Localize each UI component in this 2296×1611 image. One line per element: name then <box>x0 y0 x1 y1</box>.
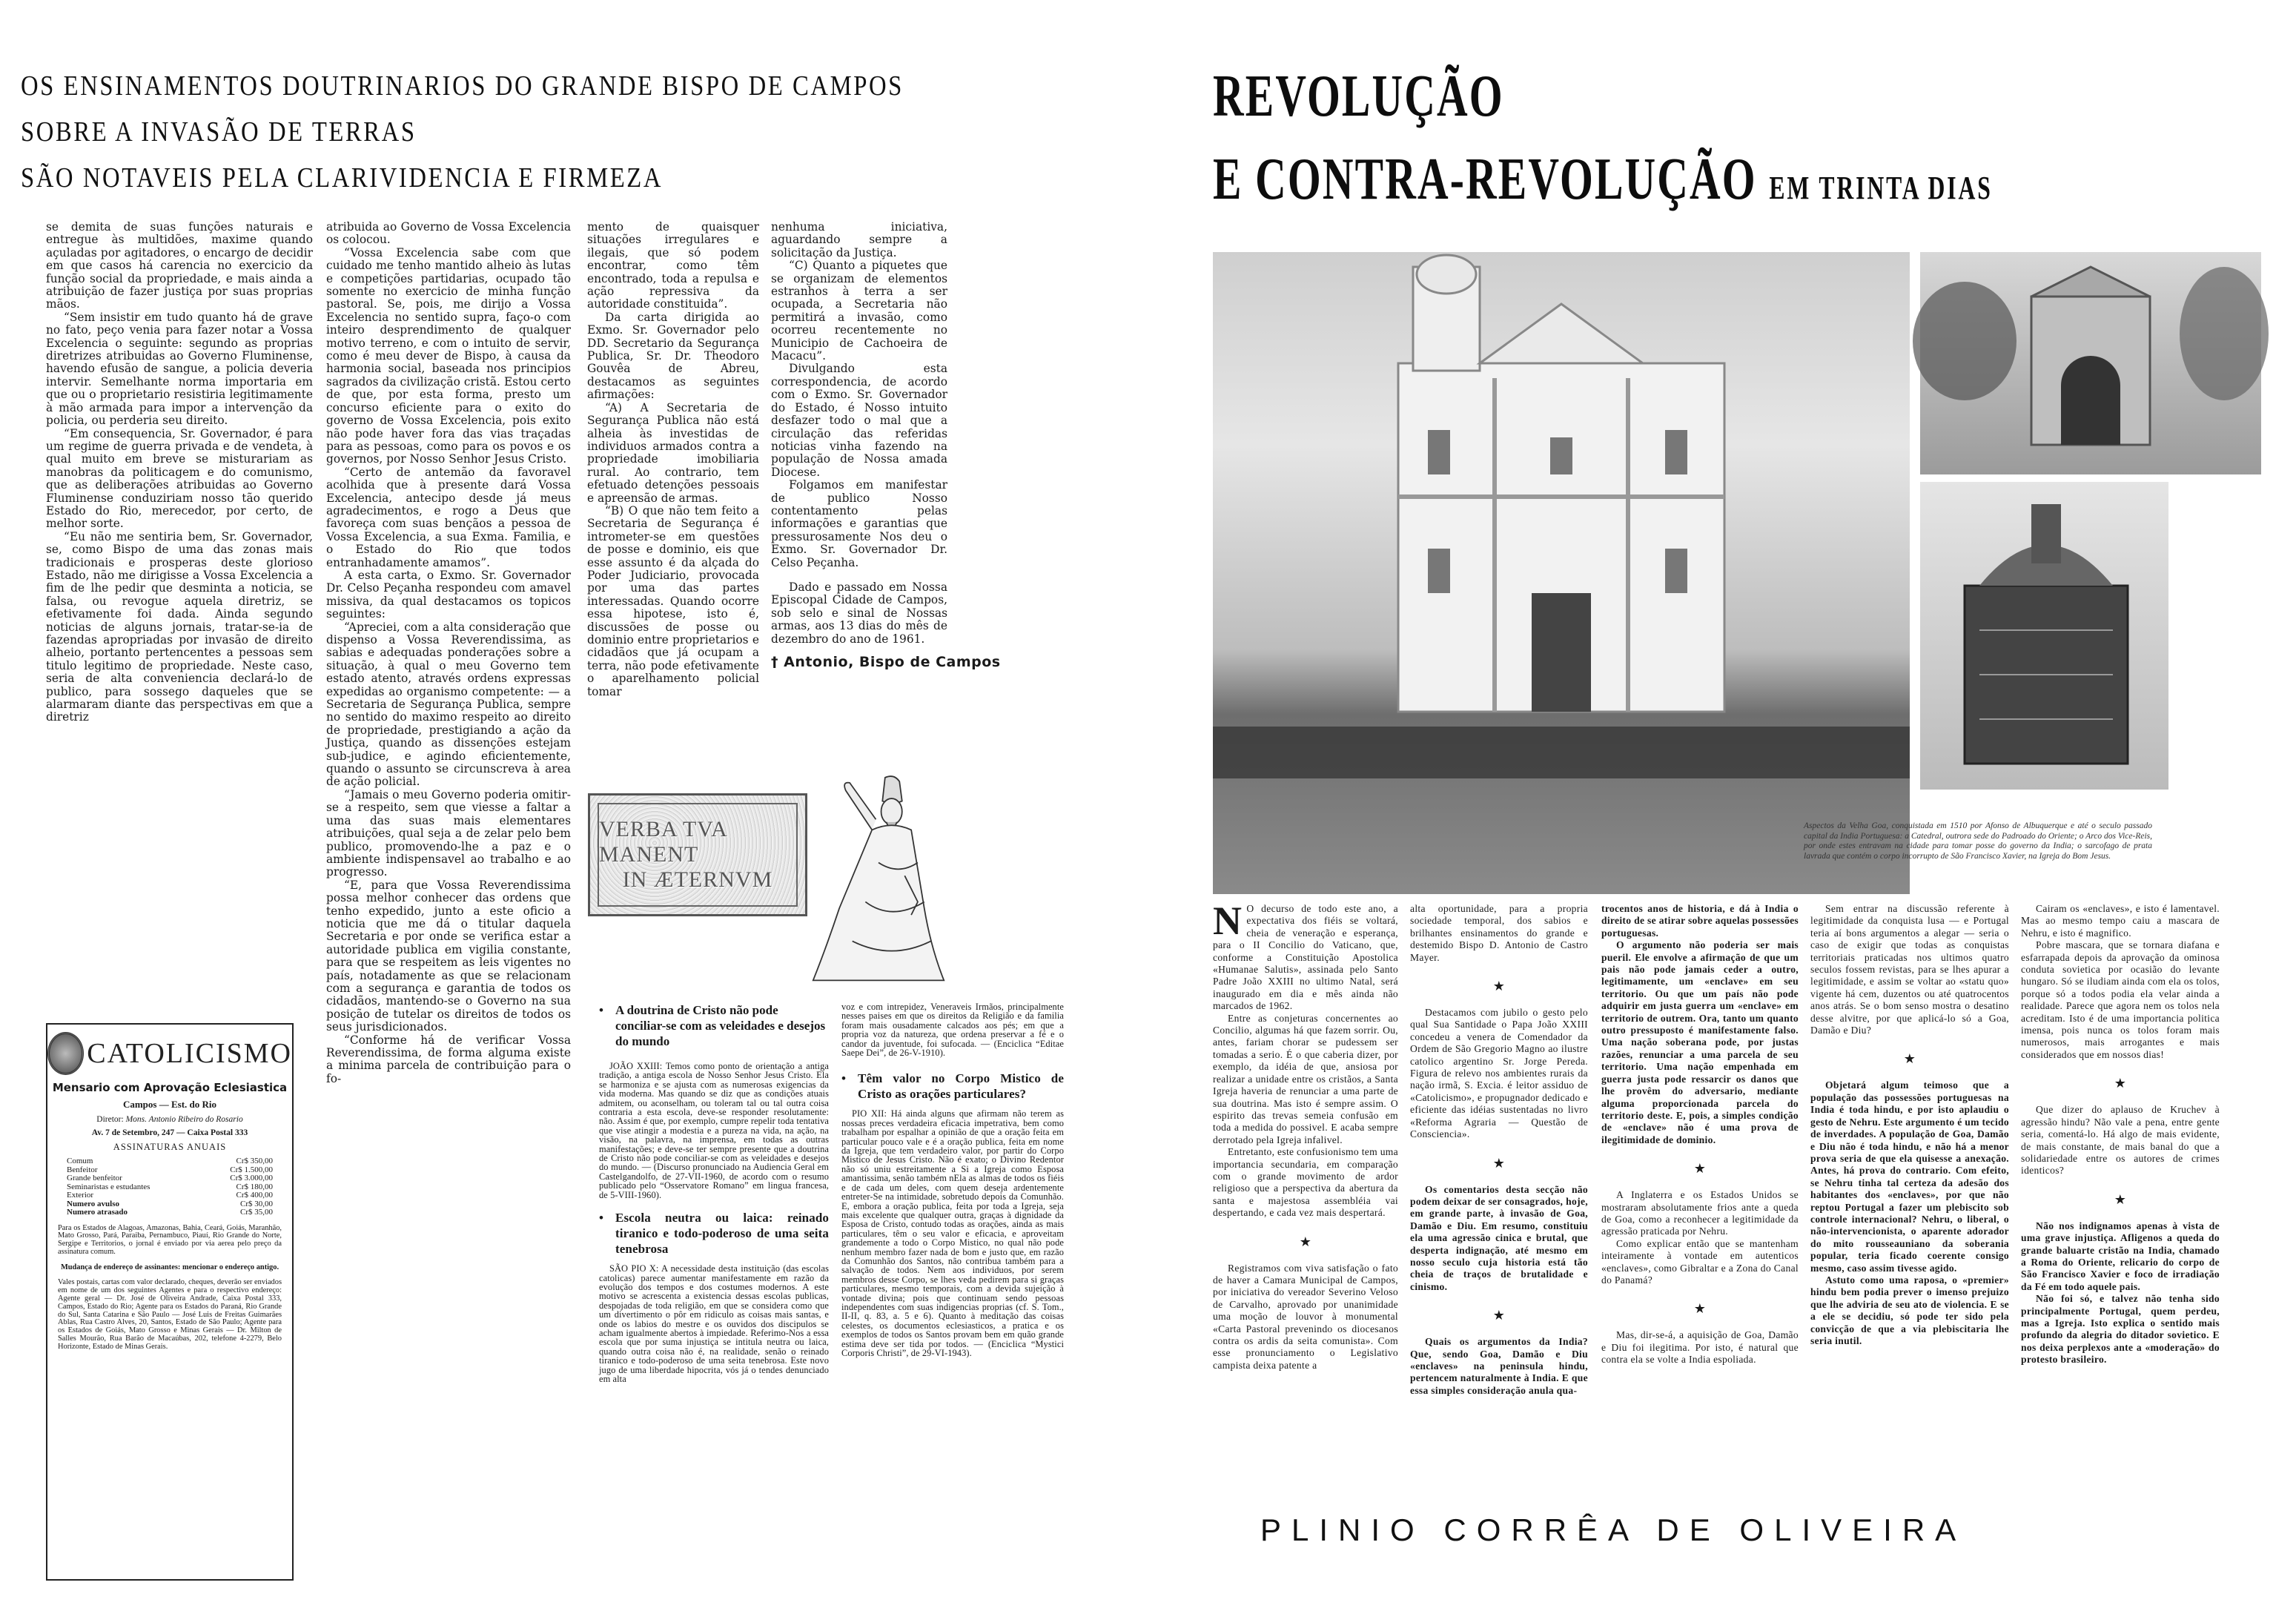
paragraph: “B) O que não tem feito a Secretaria de Segurança é intrometer-se em questões de posse e dominio, eis que esse assunto é da alçada do Poder Judiciario, provocada por uma das partes interessadas. Quando ocorre essa hipotese, isto é, discussões de posse ou dominio entre proprietarios e cidadãos que já ocupam a terra, não pode efetivamente o aparelhamento policial tomar <box>587 503 759 698</box>
paragraph: “Sem insistir em tudo quanto há de grave no fato, peço venia para fazer notar a Vossa Excelencia o seguinte: segundo as proprias diretrizes atribuidas ao Governo Fluminense, havendo efusão de sangue, a policia deveria intervir. Semelhante norma importaria em que ou o proprietario resistiria legitimamente à mão armada para impor a intervenção da policia, ou perderia seu direito. <box>46 310 313 428</box>
subscription-label: Seminaristas e estudantes <box>67 1182 150 1191</box>
paragraph: Não nos indignamos apenas à vista de uma grave injustiça. Afligenos a queda do grande baluarte cristão na India, chamado a Roma do Oriente, relicario do corpo de São Francisco Xavier e foco de irradiação da Fé em todo aquele pais. <box>2021 1220 2220 1292</box>
paragraph: Quais os argumentos da India? Que, sendo Goa, Damão e Diu «enclaves» na peninsula hindu, pertencem naturalmente à India. E que essa simples consideração anula qua- <box>1410 1336 1588 1396</box>
xavier-sarcophagus-photo <box>1920 482 2168 790</box>
subscription-label: Exterior <box>67 1191 94 1200</box>
seal-icon <box>47 1032 84 1075</box>
paragraph: O argumento não poderia ser mais pueril. Ele envolve a afirmação de que um pais não pode jamais ceder a outro, legitimamente, um «enclave» em seu territorio. Ou que um país não pode adquirir em justa guerra um «enclave» em territorio de outrem. Ora, tanto um quanto outro pressuposto é manifestamente falso. Uma nação soberana pode, por justas razões, renunciar a uma parcela de seu territorio. Uma nação empenhada em guerra justa pode ressarcir os danos que lhe provêm do adversario, mediante alguma proporcionada parcela do territorio deste. E, pois, a simples condição de «enclave» não é uma prova de ilegitimidade de dominio. <box>1601 939 1799 1145</box>
paragraph: “Em consequencia, Sr. Governador, é para um regime de guerra privada e de vendeta, à qual muito em breve se misturariam as manobras da politicagem e do comunismo, que as deliberações atribuidas ao Governo Fluminense conduziriam nosso tão querido Estado do Rio, merecedor, por certo, de melhor sorte. <box>46 426 313 531</box>
left-headline-line-1: OS ENSINAMENTOS DOUTRINARIOS DO GRANDE BISPO DE CAMPOS <box>21 70 904 102</box>
quote-text-3: PIO XII: Há ainda alguns que afirmam não terem as nossas preces verdadeira eficacia impetrativa, bem como trabalham por espalhar a opinião de que a oração feita em particular pouco vale e é a oração publica, feita em nome da Igreja, que tem verdadeiro valor, por partir do Corpo Mistico de Jesus Cristo. Não é exato; o Divino Redentor não só uniu estreitamente a Si a Igreja como Esposa amantissima, senão também nEla as almas de todos os fiéis e de cada um deles, com quem deseja ardentemente entreter-Se na intimidade, sobretudo depois da Comunhão. E, embora a oração publica, feita por toda a Igreja, seja mais excelente que qualquer outra, graças à dignidade da Esposa de Cristo, contudo todas as orações, ainda as mais particulares, têm o seu valor e eficacia, e aproveitam grandemente a todo o Corpo Mistico, no qual não pode nenhum membro fazer nada de bom e justo que, em razão da Comunhão dos Santos, não contribua também para a salvação de todos. Nem aos individuos, por serem membros desse Corpo, se lhes veda pedirem para si graças particulares, mesmo temporais, com a devida sujeição à vontade divina; pois que continuam sendo pessoas independentes com suas indigencias proprias (cf. S. Tom., II-II, q. 83, a. 5 e 6). Quanto à meditação das coisas celestes, os documentos eclesiasticos, a pratica e os exemplos de todos os Santos provam bem em quão grande estima deve ser tida por todos. — (Enciclica “Mystici Corporis Christi”, de 29-VI-1943). <box>841 1108 1064 1358</box>
star-separator-icon: ★ <box>2114 1076 2127 1091</box>
paragraph: A Inglaterra e os Estados Unidos se mostraram absolutamente frios ante a queda de Goa, como a reconhecer a legitimidade da agressão praticada por Nehru. <box>1601 1189 1799 1237</box>
paragraph: Os comentarios desta secção não podem deixar de ser consagrados, hoje, em grande parte, à invasão de Goa, Damão e Diu. Em resumo, constituiu ela uma agressão cinica e brutal, que desperta indignação, até mesmo em nosso seculo cuja historia está tão cheia de traços de brutalidade e cinismo. <box>1410 1183 1588 1292</box>
quote-text-2-continued: voz e com intrepidez, Veneraveis Irmãos, principalmente nesses paises em que os direitos da Religião e da familia foram mais ousadamente calcados aos pés; em que a propria voz da natureza, que ordena preservar a fé e o candor da juventude, foi sufocada. — (Enciclica “Editae Saepe Dei”, de 26-V-1910). <box>841 1002 1064 1059</box>
director-name: Mons. Antonio Ribeiro do Rosario <box>125 1115 243 1124</box>
drop-cap: N <box>1213 899 1243 943</box>
paragraph: “C) Quanto a piquetes que se organizam de elementos estranhos à terra a ser ocupada, a Secretaria não permitirá a invasão, como ocorreu recentemente no Municipio de Cachoeira de Macacu”. <box>771 259 947 363</box>
paragraph: Mas, dir-se-á, a aquisição de Goa, Damão e Diu foi ilegitima. Por isto, é natural que contra ela se volte a India espoliada. <box>1601 1329 1799 1366</box>
quote-heading-text: A doutrina de Cristo não pode conciliar-se com as veleidades e desejos do mundo <box>615 1003 826 1048</box>
sarcophagus-illustration <box>1920 482 2168 790</box>
pope-statue-illustration <box>804 771 953 993</box>
paragraph: Astuto como uma raposa, o «premier» hindu bem podia prever o imenso prejuizo que lhe adviria de seu ato de violencia. E se a ele se decidiu, só pode ter sido pela convicção de que a via plebiscitaria lhe seria inutil. <box>1810 1274 2009 1346</box>
subscription-label: Grande benfeitor <box>67 1174 122 1182</box>
paragraph: Sem entrar na discussão referente à legitimidade da conquista lusa — e Portugal teria aí bons argumentos a alegar — seria o caso de exigir que todas as conquistas territoriais praticadas nos ultimos quatro seculos fossem revistas, para se lhes apurar a legitimidade, e assim se voltar ao «statu quo» vigente há cem, duzentos ou até quatrocentos anos atrás. Se o bom senso mostra o desatino desse alvitre, por que aplicá-lo só a Goa, Damão e Diu? <box>1810 903 2009 1036</box>
quote-text-2: SÃO PIO X: A necessidade desta instituição (das escolas catolicas) parece aumentar manifestamente em razão da evolução dos tempos e dos costumes modernos. A este motivo se acrescenta a existencia dessas escolas publicas, despojadas de toda religião, em que se considera como que um divertimento o pôr em ridiculo as coisas mais santas, e onde os labios do mestre e os ouvidos dos discipulos se acham igualmente abertos à impiedade. Referimo-Nos a essa escola que por suma injustiça se intitula neutra ou laica, quando outra coisa não é, na realidade, senão o reinado tiranico e todo-poderoso de uma seita tenebrosa. Este novo jugo de uma liberdade hipocrita, vós já o tendes denunciado em alta <box>599 1263 829 1384</box>
left-headline <box>21 68 1048 196</box>
paragraph: Entretanto, este confusionismo tem uma importancia secundaria, em comparação com o grande movimento de ardor religioso que a perspectiva da abertura da santa e majestosa assembléia vai despertando, e cada vez mais despertará. <box>1213 1146 1398 1219</box>
paragraph: “Apreciei, com a alta consideração que dispenso a Vossa Reverendissima, as sabias e adequadas ponderações sobre a situação, à qual o meu Governo tem estado atento, através ordens expressas expedidas ao organismo competente: — a Secretaria de Segurança Publica, sempre no sentido do maximo respeito ao direito de propriedade, prestigiando a ação da Justiça, quando as dissenções estejam sub-judice, e agindo eficientemente, quando o assunto se circunscreva à area de ação policial. <box>326 620 571 789</box>
paragraph: “E, para que Vossa Reverendissima possa melhor conhecer das ordens que tenho expedido, junto a este oficio a noticia que me dá o titular daquela Secretaria e por onde se verifica estar a autoridade publica em vigilia constante, para que se respeitem as leis vigentes no país, notadamente as que se relacionam com a segurança e garantia de todos os cidadãos, mantendo-se o Governo na sua posição de tutelar os direitos de todos os seus jurisdicionados. <box>326 878 571 1034</box>
paragraph: Destacamos com jubilo o gesto pelo qual Sua Santidade o Papa João XXIII concedeu a venera de Comendador da Ordem de São Gregorio Magno ao ilustre catolico argentino Sr. Jorge Pereda. Figura de relevo nos ambientes rurais da nação irmã, S. Excia. é leitor assiduo de «Catolicismo», e propugnador dedicado e eficiente das idéias sustentadas no livro «Reforma Agraria — Questão de Consciencia». <box>1410 1007 1588 1140</box>
right-article-column-3 <box>1601 903 1799 1366</box>
paragraph: trocentos anos de historia, e dá à India o direito de se atirar sobre aquelas possessões portuguesas. <box>1601 903 1799 939</box>
subscription-price: Cr$ 30,00 <box>240 1199 273 1208</box>
subscription-price: Cr$ 3.000,00 <box>230 1174 273 1182</box>
star-separator-icon: ★ <box>1492 1308 1506 1323</box>
paragraph: Que dizer do aplauso de Kruchev à agressão hindu? Não vale a pena, entre gente seria, comentá-lo. Há algo de mais evidente, de mais constante, de mais banal do que a solidariedade entre os autores de crimes identicos? <box>2021 1104 2220 1177</box>
subscription-label: Numero atrasado <box>67 1208 128 1217</box>
left-article-column-1 <box>46 221 313 1011</box>
right-article-column-5 <box>2021 903 2220 1366</box>
paragraph: “Eu não me sentiria bem, Sr. Governador, se, como Bispo de uma das zonas mais tradicionais e prosperas deste glorioso Estado, não me dirigisse a Vossa Excelencia a fim de lhe pedir que desminta a noticia, se falsa, ou revogue aquela diretriz, se efetivamente foi dada. Ainda segundo noticias de alguns jornais, tratar-se-ia de fazendas apropriadas por invasão de direito alheio, portanto pertencentes a pessoas sem titulo legitimo de propriedade. Neste caso, seria de alta conveniencia declará-lo de publico, para sossego daqueles que se alarmaram diante das perspectivas em que a diretriz <box>46 529 313 724</box>
author-byline: PLINIO CORRÊA DE OLIVEIRA <box>1260 1512 1967 1547</box>
lead-text: O decurso de todo este ano, a expectativa dos fiéis se voltará, cheia de veneração e esperança, para o II Concilio do Vaticano, que, conforme a Constituição Apostolica «Humanae Salutis», assinada pelo Santo Padre João XXIII no ultimo Natal, será inaugurado em dia e mês ainda não marcados de 1962. <box>1213 903 1398 1012</box>
subscription-row <box>67 1208 273 1217</box>
star-separator-icon: ★ <box>1299 1234 1312 1249</box>
subscription-row <box>67 1191 273 1200</box>
quote-heading-text: Têm valor no Corpo Mistico de Cristo as orações particulares? <box>858 1071 1064 1102</box>
subscription-price: Cr$ 400,00 <box>236 1191 273 1200</box>
inscription-line-1: VERBA TVA MANENT <box>599 817 727 867</box>
paragraph: Dado e passado em Nossa Episcopal Cidade de Campos, sob selo e sinal de Nossas armas, aos 13 dias do mês de dezembro do ano de 1961. <box>771 580 947 646</box>
paragraph: Folgamos em manifestar de publico Nosso contentamento pelas informações e garantias que pressurosamente Nos deu o Exmo. Sr. Governador Dr. Celso Peçanha. <box>771 478 947 569</box>
star-separator-icon: ★ <box>1492 1155 1506 1171</box>
paragraph: “Jamais o meu Governo poderia omitir-se a respeito, sem que viesse a faltar a uma das suas mais elementares atribuições, qual seja a de zelar pelo bem publico, promovendo-lhe a paz e o ambiente indispensavel ao trabalho e ao progresso. <box>326 787 571 879</box>
masthead-director <box>47 1115 292 1124</box>
subscription-price: Cr$ 180,00 <box>236 1182 273 1191</box>
subscription-price: Cr$ 35,00 <box>240 1208 273 1217</box>
subscription-row <box>67 1174 273 1183</box>
paragraph: “Certo de antemão da favoravel acolhida que à presente dará Vossa Excelencia, antecipo desde já meus agradecimentos, e rogo a Deus que favoreça com suas bençãos a pessoa de Vossa Excelencia, a sua Exma. Familia, e o Estado do Rio que todos entranhadamente amamos”. <box>326 465 571 569</box>
left-headline-line-2: SOBRE A INVASÃO DE TERRAS <box>21 116 417 148</box>
right-headline <box>1213 65 2296 219</box>
subscriptions-table <box>67 1157 273 1217</box>
paragraph: Registramos com viva satisfação o fato de haver a Camara Municipal de Campos, por iniciativa do vereador Severino Veloso de Carvalho, aprovado por unanimidade uma moção de louvor à monumental «Carta Pastoral prevenindo os diocesanos contra os ardis da seita comunista». Com esse pronunciamento o Legislativo campista deixa patente a <box>1213 1262 1398 1371</box>
masthead-logo-text: CATOLICISMO <box>87 1038 292 1069</box>
quote-heading-2 <box>599 1210 829 1257</box>
bishop-signature: † Antonio, Bispo de Campos <box>771 654 1001 670</box>
quote-heading-3 <box>841 1071 1064 1102</box>
payments-note: Vales postais, cartas com valor declarado, cheques, deverão ser enviados em nome de um dos seguintes Agentes e para o respectivo endereço: Agente geral — Dr. José de Oliveira Andrade, Caixa Postal 333, Campos, Estado do Rio; Agente para os Estados do Paraná, Rio Grande do Sul, Santa Catarina e São Paulo — José Luis de Freitas Guimarães Ablas, Rua Castro Alves, 20, Santos, Estado de São Paulo; Agente para os Estados de Goiás, Mato Grosso e Minas Gerais — Dr. Milton de Salles Mourão, Rua Barão de Macaúbas, 202, telefone 4-2279, Belo Horizonte, Estado de Minas Gerais. <box>58 1278 282 1351</box>
quote-text-1: JOÃO XXIII: Temos como ponto de orientação a antiga tradição, a antiga escola de Nosso Senhor Jesus Cristo. Ela se harmoniza e se ajusta com as numerosas exigencias da vida moderna. Mas quando se diz que as condições atuais admitem, ou aconselham, ou toleram tal ou tal outra coisa contraria a esta escola, deve-se responder resolutamente: não. Assim é que, por exemplo, cumpre repelir toda tentativa que vise atingir a modestia e a pureza na vida, na ação, na visão, na palavra, na imprensa, em todas as outras manifestações; e deve-se ter sempre presente que a doutrina de Cristo não pode conciliar-se com as veleidades e desejos do mundo. — (Discurso pronunciado na Audiencia Geral em Castelgandolfo, de 27-VII-1960, de acordo com o resumo publicado pelo “Osservatore Romano” em lingua francesa, de 5-VIII-1960). <box>599 1061 829 1200</box>
paragraph: “Conforme há de verificar Vossa Reverendissima, de forma alguma existe a minima parcela de contribuição para o fo- <box>326 1033 571 1085</box>
paragraph: A esta carta, o Exmo. Sr. Governador Dr. Celso Peçanha respondeu com amavel missiva, da qual destacamos os topicos seguintes: <box>326 568 571 621</box>
masthead-city: Campos — Est. do Rio <box>122 1099 217 1110</box>
paragraph: “A) A Secretaria de Segurança Publica não está alheia às investidas de individuos armados contra a propriedade imobiliaria rural. Ao contrario, tem efetuado detenções pessoais e apreensão de armas. <box>587 400 759 505</box>
quote-column-1 <box>599 1062 829 1383</box>
star-separator-icon: ★ <box>2114 1191 2127 1207</box>
right-article-column-2 <box>1410 903 1588 1397</box>
catolicismo-masthead-box <box>46 1023 294 1581</box>
subscription-label: Numero avulso <box>67 1199 119 1208</box>
arch-of-viceroys-photo <box>1920 252 2261 474</box>
photo-caption: Aspectos da Velha Goa, conquistada em 1510 por Afonso de Albuquerque e até o seculo passado capital da India Portuguesa: a Catedral, outrora sede do Padroado do Oriente; o Arco dos Vice-Reis, por onde estes entravam na cidade para tomar posse do governo da India; o sarcofago de prata lavrada que contém o corpo incorrupto de São Francisco Xavier, na Igreja do Bom Jesus. <box>1804 821 2152 861</box>
masthead-subtitle: Mensario com Aprovação Eclesiastica <box>52 1081 288 1094</box>
paragraph: Não foi só, e talvez não tenha sido principalmente Portugal, quem perdeu, mas a Igreja. Isto explica o sentido mais profundo da alegria do ditador sovietico. E nos deixa perplexos ante a «moderação» do protesto brasileiro. <box>2021 1293 2220 1366</box>
masthead-logo <box>47 1032 292 1075</box>
address-change-note: Mudança de endereço de assinantes: mencionar o endereço antigo. <box>60 1263 279 1271</box>
masthead-address: Av. 7 de Setembro, 247 — Caixa Postal 333 <box>91 1128 248 1137</box>
paragraph: Divulgando esta correspondencia, de acordo com o Exmo. Sr. Governador do Estado, é Nosso intuito desfazer todo o mal que a circulação das referidas noticias vinha fazendo na população de Nossa amada Diocese. <box>771 362 947 479</box>
left-headline-line-3: SÃO NOTAVEIS PELA CLARIVIDENCIA E FIRMEZA <box>21 162 664 193</box>
right-headline-line-1: REVOLUÇÃO <box>1213 64 1504 129</box>
paragraph <box>1213 899 1398 1013</box>
cathedral-illustration <box>1213 252 1910 894</box>
subscription-price: Cr$ 1.500,00 <box>230 1165 273 1174</box>
inscription-line-2: IN ÆTERNVM <box>622 867 773 892</box>
subscription-row <box>67 1157 273 1166</box>
bullet-icon: • <box>599 1003 603 1017</box>
quote-heading-text: Escola neutra ou laica: reinado tiranico e todo-poderoso de uma seita tenebrosa <box>615 1211 829 1257</box>
left-article-column-2 <box>326 221 571 1085</box>
subscription-label: Comum <box>67 1157 93 1165</box>
paragraph: alta oportunidade, para a propria sociedade temporal, dos sabios e brilhantes ensinamentos do grande e destemido Bispo D. Antonio de Castro Mayer. <box>1410 903 1588 963</box>
subscription-label: Benfeitor <box>67 1165 98 1174</box>
paragraph: mento de quaisquer situações irregulares e ilegais, que só podem encontrar, como têm encontrado, toda a repulsa e ação repressiva da autoridade constituida”. <box>587 220 759 311</box>
paragraph: “Vossa Excelencia sabe com que cuidado me tenho mantido alheio às lutas e competições partidarias, ocupado tão somente no exercicio de minha função pastoral. Se, pois, me dirijo a Vossa Excelencia no sentido supra, faço-o com inteiro desprendimento de qualquer motivo terreno, e com o intuito de servir, como é meu dever de Bispo, à causa da harmonia social, baseada nos principios sagrados da civilização cristã. Estou certo de que, por esta forma, presto um concurso eficiente para o exito do governo de Vossa Excelencia, pois exito não pode haver fora das vias traçadas para as pessoas, como para os povos e os governos, por Nosso Senhor Jesus Cristo. <box>326 245 571 466</box>
verba-tua-stone-plaque <box>588 793 807 916</box>
airmail-note: Para os Estados de Alagoas, Amazonas, Bahia, Ceará, Goiás, Maranhão, Mato Grosso, Pará, Paraiba, Pernambuco, Piauí, Rio Grande do Norte, Sergipe e Territorios, o jornal é enviado por via aerea pelo preço da assinatura comum. <box>58 1223 282 1256</box>
goa-cathedral-photo <box>1213 252 1910 894</box>
right-headline-main: E CONTRA-REVOLUÇÃO <box>1213 147 1757 212</box>
paragraph: atribuida ao Governo de Vossa Excelencia os colocou. <box>326 220 571 247</box>
bullet-icon: • <box>599 1211 604 1225</box>
star-separator-icon: ★ <box>1693 1161 1707 1177</box>
subscription-price: Cr$ 350,00 <box>236 1157 273 1165</box>
paragraph: Da carta dirigida ao Exmo. Sr. Governador pelo DD. Secretario da Segurança Publica, Sr. Dr. Theodoro Gouvêa de Abreu, destacamos as seguintes afirmações: <box>587 310 759 402</box>
star-separator-icon: ★ <box>1903 1051 1916 1067</box>
paragraph: nenhuma iniciativa, aguardando sempre a solicitação da Justiça. <box>771 220 947 259</box>
paragraph: Cairam os «enclaves», e isto é lamentavel. Mas ao mesmo tempo caiu a mascara de Nehru, e isto é magnifico. <box>2021 903 2220 939</box>
right-headline-line-2 <box>1213 148 1993 219</box>
star-separator-icon: ★ <box>1492 979 1506 994</box>
paragraph: se demita de suas funções naturais e entregue às multidões, maxime quando açuladas por agitadores, o encargo de decidir em que casos há carencia no exercicio da função social da propriedade, e mais ainda a atribuição de fazer justiça por suas proprias mãos. <box>46 220 313 311</box>
quote-column-2 <box>841 1002 1064 1357</box>
quote-block-1 <box>599 1002 829 1049</box>
paragraph: Pobre mascara, que se tornara diafana e esfarrapada depois da aprovação da ominosa conduta sovietica por ocasião do levante hungaro. Só se iludiam ainda com ela os tolos, porque só a todos podia ela velar ainda a realidade. Parece que agora nem os tolos nela acreditam. Isto é de uma importancia politica imensa, pois nunca os tolos foram mais numerosos, mais arrogantes e mais considerados que em nossos dias! <box>2021 939 2220 1060</box>
paragraph: Entre as conjeturas concernentes ao Concilio, algumas há que fazem sorrir. Ou, antes, fariam chorar se pudessem ser tomadas a serio. É o que caberia dizer, por exemplo, da idéia de que, ansiosa por realizar a unidade entre os cristãos, a Santa Igreja haveria de renunciar a uma parte de sua doutrina. Mas isto é sempre assim. O espirito das trevas semeia confusão em toda a medida do possivel. E acaba sempre derrotado pela Igreja infalivel. <box>1213 1012 1398 1145</box>
arch-illustration <box>1920 252 2261 474</box>
right-article-column-4 <box>1810 903 2009 1347</box>
left-article-column-4 <box>771 220 1001 670</box>
bullet-icon: • <box>841 1071 847 1086</box>
star-separator-icon: ★ <box>1693 1301 1707 1317</box>
paragraph: Como explicar então que se mantenham inteiramente à vontade em autenticos «enclaves», como Gibraltar e a Zona do Canal do Panamá? <box>1601 1237 1799 1286</box>
left-article-column-3 <box>587 221 759 698</box>
right-headline-suffix: EM TRINTA DIAS <box>1769 170 1993 206</box>
right-article-column-1 <box>1213 899 1398 1372</box>
subscriptions-heading: ASSINATURAS ANUAIS <box>113 1142 227 1152</box>
paragraph: Objetará algum teimoso que a população das possessões portuguesas na India é toda hindu, e por isto aplaudiu o gesto de Nehru. Este argumento é um tecido de inverdades. A população de Goa, Damão e Diu não é toda hindu, e não há a menor prova seria de que ela quisesse a anexação. Antes, há prova do contrario. Com efeito, se Nehru tinha tal certeza da adesão dos habitantes dos «enclaves», por que não reptou Portugal a fazer um plebiscito sob controle internacional? Nehru, o liberal, o não-intervencionista, o aparente adorador do mito rousseauniano da soberania popular, teria ficado coerente consigo mesmo, caso assim tivesse agido. <box>1810 1079 2009 1274</box>
director-label: Diretor: <box>96 1115 124 1124</box>
quote-heading-1 <box>599 1002 829 1049</box>
